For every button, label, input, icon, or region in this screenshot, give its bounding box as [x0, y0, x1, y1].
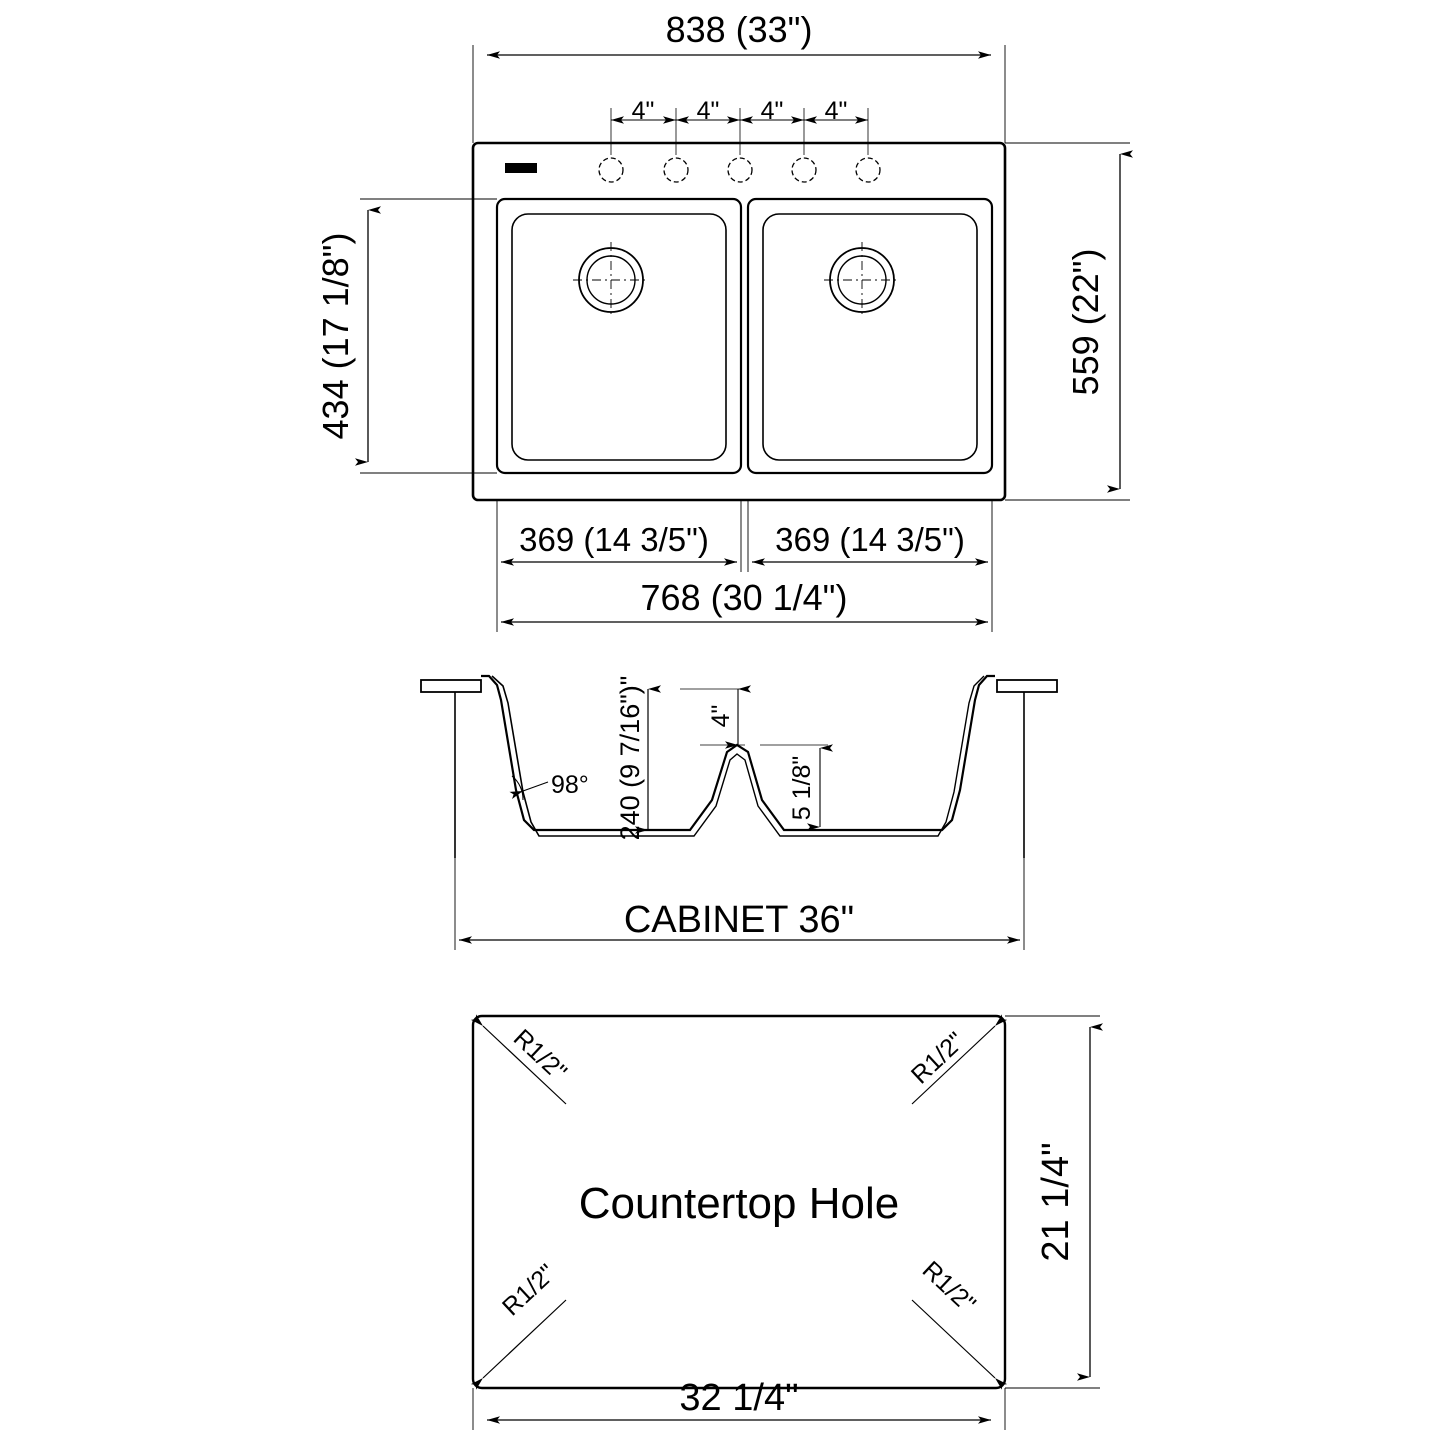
section-left-inner: [492, 676, 590, 836]
countertop-right: [997, 680, 1057, 692]
right-bowl-inner: [763, 214, 977, 460]
dim-left-bowl-width-label: 369 (14 3/5"): [519, 521, 709, 558]
section-right-inner: [886, 676, 984, 836]
top-view: [315, 9, 1130, 632]
right-bowl-outline: [748, 199, 992, 473]
overflow-slot: [505, 163, 537, 173]
dim-faucet-spacing: [611, 97, 868, 155]
dim-overall-width: [473, 9, 1005, 143]
left-bowl-outline: [497, 199, 741, 473]
dim-faucet-spacing-2: 4": [696, 97, 720, 125]
angle-label: 98°: [551, 771, 589, 799]
dim-divider-height-label: 4": [707, 704, 735, 728]
dim-overall-depth-label: 559 (22"): [1065, 248, 1106, 396]
left-bowl-inner: [512, 214, 726, 460]
dim-cabinet-label: CABINET 36": [623, 899, 855, 941]
dim-cabinet: [455, 858, 1024, 950]
section-view: [421, 676, 1057, 950]
dim-combined-bowl-width: [497, 572, 992, 632]
radius-label-bottom-left: R1/2": [496, 1258, 562, 1322]
dim-divider-offset: [760, 745, 828, 830]
countertop-hole-label: Countertop Hole: [578, 1179, 900, 1228]
radius-label-bottom-right: R1/2": [916, 1255, 982, 1319]
dim-cutout-width: [473, 1377, 1005, 1430]
faucet-holes: [599, 158, 880, 182]
radius-label-top-right: R1/2": [905, 1026, 971, 1090]
dim-divider-height: [680, 689, 745, 745]
dim-right-bowl-width-label: 369 (14 3/5"): [775, 521, 965, 558]
dim-faucet-spacing-1: 4": [631, 97, 655, 125]
dim-cutout-height: [1005, 1016, 1100, 1388]
dim-overall-width-label: 838 (33"): [665, 9, 813, 50]
countertop-cutout-view: [473, 1016, 1100, 1430]
radius-label-top-left: R1/2": [507, 1023, 573, 1087]
dim-bowl-depth: [315, 199, 497, 473]
sink-outline: [473, 143, 1005, 500]
dim-divider-offset-label: 5 1/8": [788, 755, 816, 821]
dim-section-bowl-depth-label: 240 (9 7/16")": [615, 675, 645, 841]
section-right-outer: [890, 676, 995, 830]
right-drain: [824, 242, 900, 318]
dim-section-bowl-depth: [615, 676, 648, 841]
section-left-outer: [481, 676, 586, 830]
dim-faucet-spacing-3: 4": [760, 97, 784, 125]
dim-cutout-width-label: 32 1/4": [679, 1377, 799, 1419]
left-drain: [573, 242, 649, 318]
dim-bowl-depth-label: 434 (17 1/8"): [315, 232, 356, 440]
dim-overall-depth: [1005, 143, 1130, 500]
dim-bowl-widths: [497, 500, 992, 572]
dim-faucet-spacing-4: 4": [824, 97, 848, 125]
dim-cutout-height-label: 21 1/4": [1035, 1142, 1077, 1262]
dim-combined-bowl-width-label: 768 (30 1/4"): [640, 577, 848, 618]
countertop-left: [421, 680, 481, 692]
